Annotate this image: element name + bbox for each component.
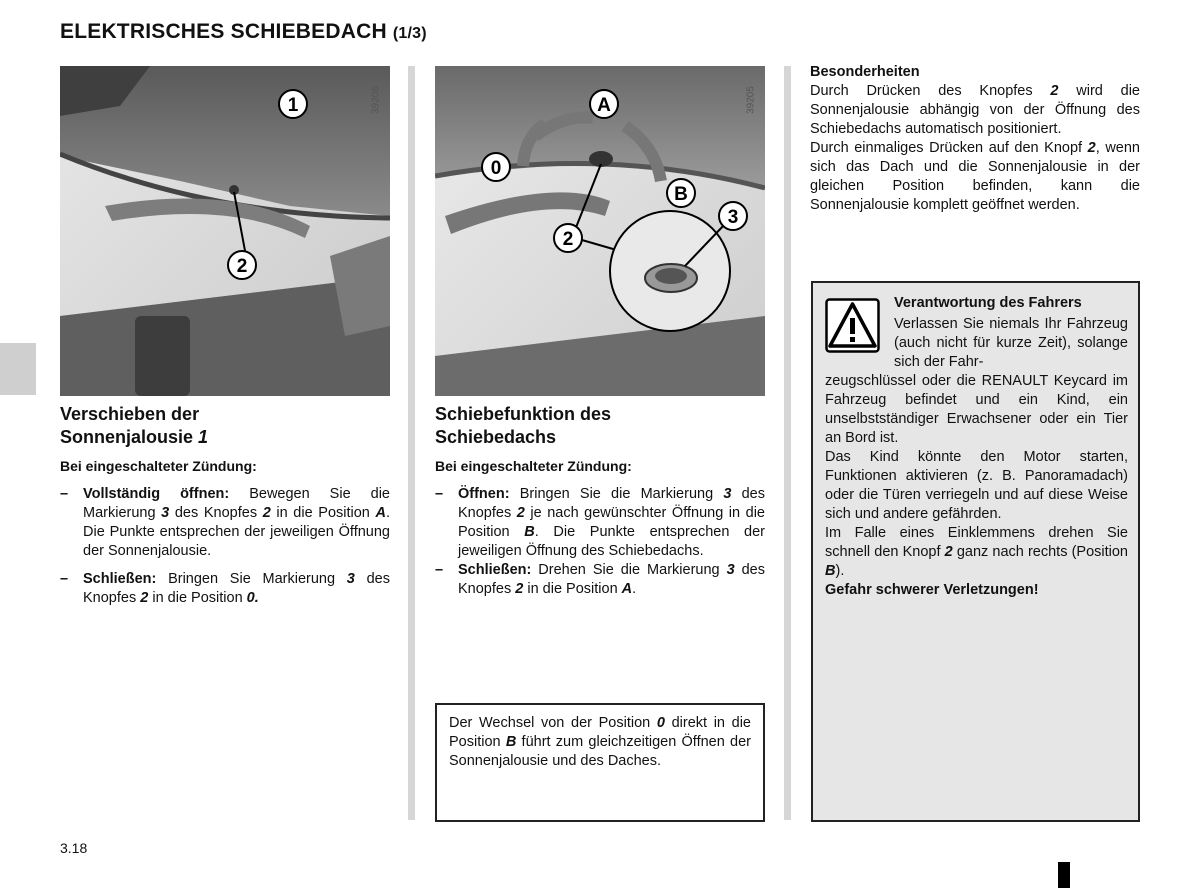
note-box: Der Wechsel von der Position 0 direkt in die Position B führt zum gleichzeitigen Öffnen der Sonnenjalousie und des Daches. — [435, 703, 765, 822]
list-item: – Schließen: Bringen Sie Markierung 3 des Knopfes 2 in die Position 0. — [60, 571, 390, 606]
car-interior-illustration-middle — [435, 66, 765, 396]
warning-danger: Gefahr schwerer Verletzungen! — [825, 582, 1039, 598]
warning-intro: Verlassen Sie niemals Ihr Fahrzeug (auch nicht für kurze Zeit), solange sich der Fahr- — [894, 316, 1128, 370]
section-subhead: Bei eingeschalteter Zündung: — [60, 458, 257, 474]
special-features-paragraph: Durch Drücken des Knopfes 2 wird die Sonnenjalousie abhängig von der Öffnung des Schiebedachs automatisch positioniert. — [810, 83, 1140, 137]
list-item: – Vollständig öffnen: Bewegen Sie die Markierung 3 des Knopfes 2 in die Position A. Die Punkte entsprechen der jeweiligen Öffnung der Sonnenjalousie. — [60, 486, 391, 559]
column-divider-1 — [408, 66, 415, 820]
page-title — [60, 20, 427, 44]
warning-body: zeugschlüssel oder die RENAULT Keycard im Fahrzeug befindet und ein Kind, ein unselbstständiger Erwachsener oder ein Tier an Bord ist. Das Kind könnte den Motor starten, Funktionen aktivieren (z. B. Panoramadach) oder die Türen verriegeln und auf diese Weise sich und andere gefährden. Im Falle eines Einklemmens drehen Sie schnell den Knopf 2 ganz nach rechts (Position B). Gefahr schwerer Verletzungen! — [825, 373, 1128, 598]
column-divider-2 — [784, 66, 791, 820]
figure-sunblind — [60, 66, 390, 396]
warning-triangle-icon — [825, 298, 880, 353]
callout-2-label: 2 — [236, 256, 248, 277]
page-corner-mark — [1058, 862, 1070, 888]
special-features-text — [810, 63, 1140, 215]
callout-A-label: A — [597, 95, 611, 116]
instruction-list-sunblind — [60, 485, 390, 608]
car-interior-illustration-left — [60, 66, 390, 396]
list-item: – Schließen: Drehen Sie die Markierung 3 des Knopfes 2 in die Position A. — [435, 562, 765, 597]
section-heading-sunblind: Verschieben der Sonnenjalousie 1 — [60, 404, 209, 447]
figure-code: 39205 — [745, 86, 757, 114]
list-item: – Öffnen: Bringen Sie die Markierung 3 des Knopfes 2 je nach gewünschter Öffnung in die Position B. Die Punkte entsprechen der jeweiligen Öffnung des Schiebedachs. — [435, 486, 765, 559]
special-features-paragraph: Durch einmaliges Drücken auf den Knopf 2, wenn sich das Dach und die Sonnenjalousie in der gleichen Position befinden, kann die Sonnenjalousie komplett geöffnet werden. — [810, 140, 1140, 213]
callout-0-label: 0 — [490, 158, 502, 179]
callout-2-label: 2 — [562, 229, 574, 250]
page-number: 3.18 — [60, 840, 88, 856]
figure-roof-knob — [435, 66, 765, 396]
section-heading-roof: Schiebefunktion des Schiebedachs — [435, 404, 612, 447]
instruction-list-roof — [435, 485, 765, 599]
chapter-tab — [0, 343, 36, 395]
callout-3-label: 3 — [727, 207, 739, 228]
special-features-heading: Besonderheiten — [810, 64, 920, 80]
callout-1-label: 1 — [287, 95, 299, 116]
warning-title: Verantwortung des Fahrers — [894, 295, 1082, 311]
title-text: ELEKTRISCHES SCHIEBEDACH — [60, 20, 387, 43]
callout-B-label: B — [674, 184, 688, 205]
figure-code: 39206 — [370, 86, 382, 114]
title-suffix: (1/3) — [392, 25, 427, 42]
warning-box — [811, 281, 1140, 822]
section-subhead: Bei eingeschalteter Zündung: — [435, 458, 632, 474]
